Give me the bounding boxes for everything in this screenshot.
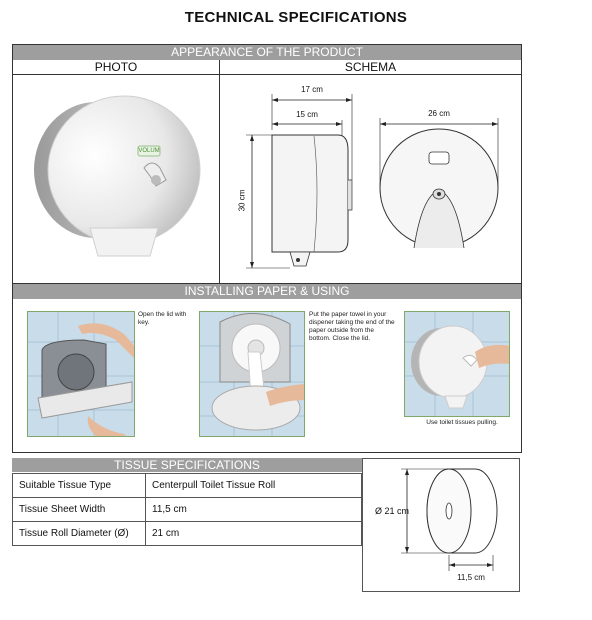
installing-header: INSTALLING PAPER & USING <box>13 284 521 299</box>
tissue-spec-table <box>12 473 362 546</box>
step2-photo <box>199 311 305 437</box>
step1-caption: Open the lid with key. <box>138 311 187 326</box>
step1-photo <box>27 311 135 437</box>
photo-column-header: PHOTO <box>94 60 138 74</box>
roll-width-label: 11,5 cm <box>457 573 485 582</box>
appearance-col-divider <box>219 60 220 284</box>
spec-label: Suitable Tissue Type <box>13 474 146 498</box>
schema-column-header: SCHEMA <box>344 60 397 74</box>
table-row <box>13 498 362 522</box>
spec-label: Tissue Roll Diameter (Ø) <box>13 522 146 546</box>
roll-diameter-label: Ø 21 cm <box>375 506 410 516</box>
spec-value: Centerpull Toilet Tissue Roll <box>146 474 362 498</box>
spec-value: 11,5 cm <box>146 498 362 522</box>
dim-body-depth: 15 cm <box>296 110 318 119</box>
table-row <box>13 522 362 546</box>
dim-width: 26 cm <box>428 109 450 118</box>
product-photo <box>26 88 212 268</box>
appearance-header: APPEARANCE OF THE PRODUCT <box>13 45 521 60</box>
page-title: TECHNICAL SPECIFICATIONS <box>184 9 408 26</box>
product-brand-label: VOLUM <box>138 148 160 154</box>
tissue-roll-drawing <box>362 458 520 592</box>
dim-height: 30 cm <box>237 189 247 212</box>
schema-side-view <box>230 80 360 280</box>
appearance-subheader-line <box>12 74 522 75</box>
step3-caption: Use toilet tissues pulling. <box>426 419 498 426</box>
tissue-spec-header: TISSUE SPECIFICATIONS <box>12 458 362 472</box>
step2-caption: Put the paper towel in your dispener taking the end of the paper outside from the bottom. Close the lid. <box>309 311 395 342</box>
spec-label: Tissue Sheet Width <box>13 498 146 522</box>
schema-front-view <box>372 100 508 280</box>
dim-total-depth: 17 cm <box>301 85 323 94</box>
table-row <box>13 474 362 498</box>
step3-photo <box>404 311 510 417</box>
spec-value: 21 cm <box>146 522 362 546</box>
